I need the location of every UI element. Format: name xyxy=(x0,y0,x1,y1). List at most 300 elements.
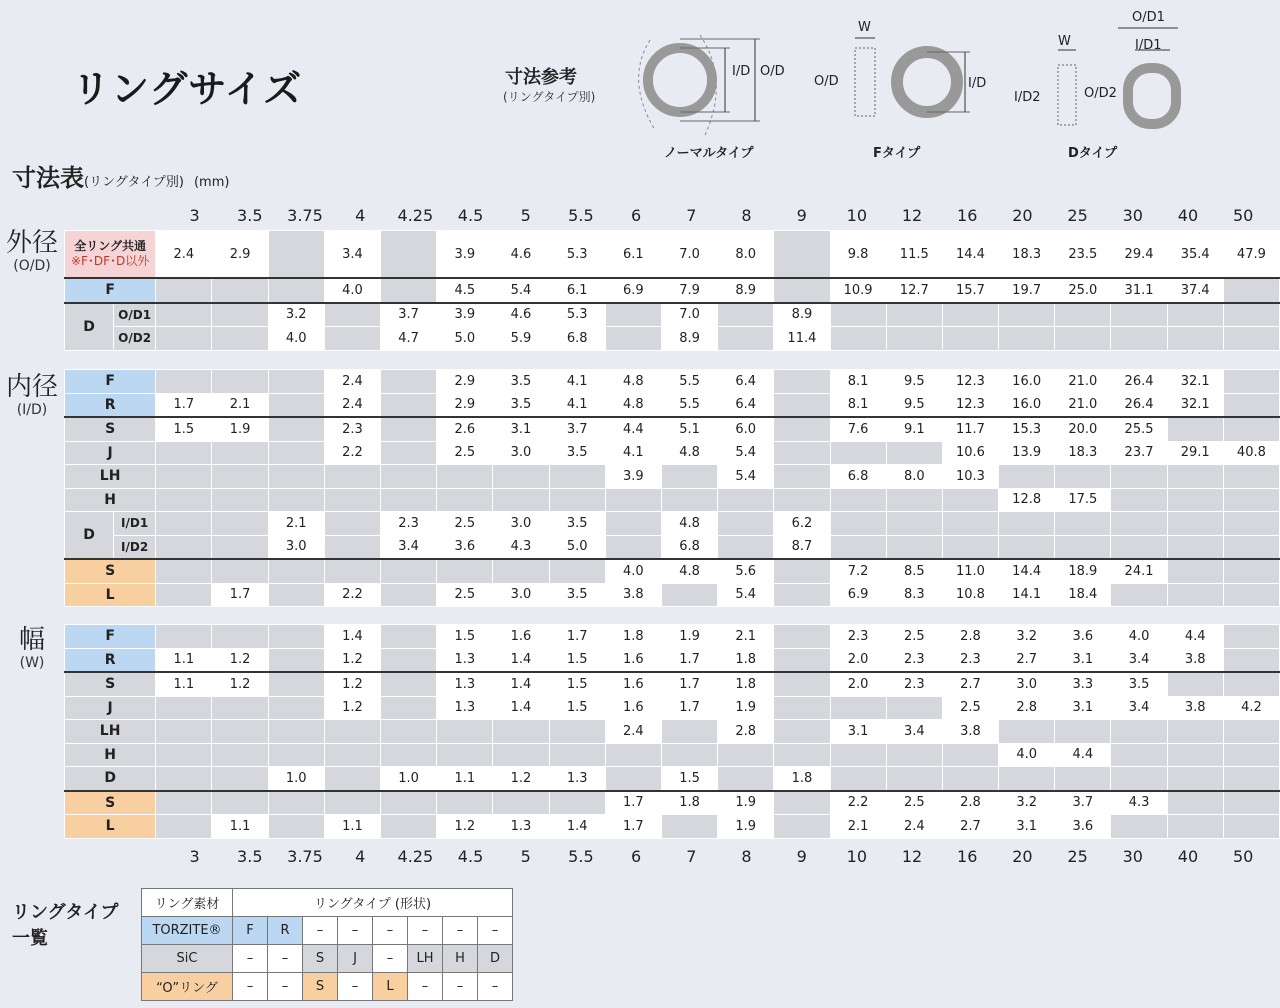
d-type-label: Dタイプ xyxy=(1068,146,1118,161)
value-cell xyxy=(156,767,212,791)
value-cell: 10.3 xyxy=(942,465,998,489)
value-cell xyxy=(268,720,324,744)
value-cell: 1.9 xyxy=(718,815,774,839)
value-cell xyxy=(1223,278,1279,303)
value-cell xyxy=(493,791,549,815)
value-cell xyxy=(774,696,830,720)
value-cell xyxy=(156,465,212,489)
value-cell: 1.0 xyxy=(268,767,324,791)
value-cell xyxy=(493,559,549,583)
normal-id-label: I/D xyxy=(732,64,751,79)
value-cell xyxy=(1223,672,1279,696)
value-cell xyxy=(268,672,324,696)
value-cell: 1.7 xyxy=(661,672,717,696)
table-row xyxy=(142,973,513,1001)
value-cell xyxy=(886,303,942,327)
types-label-2: 一覧 xyxy=(12,928,48,949)
row-label: D xyxy=(65,303,114,351)
value-cell xyxy=(1167,791,1223,815)
value-cell xyxy=(1111,767,1167,791)
value-cell xyxy=(324,512,380,536)
d-id2-label: I/D2 xyxy=(1014,90,1041,105)
value-cell: 1.4 xyxy=(324,625,380,649)
column-header: 3.5 xyxy=(237,847,263,866)
value-cell xyxy=(1111,465,1167,489)
value-cell: 10.9 xyxy=(830,278,886,303)
value-cell: 1.7 xyxy=(212,583,268,607)
value-cell: 16.0 xyxy=(999,370,1055,394)
value-cell: 3.1 xyxy=(1055,696,1111,720)
type-cell: – xyxy=(373,945,408,973)
f-id-label: I/D xyxy=(968,76,987,91)
value-cell: 1.0 xyxy=(381,767,437,791)
value-cell xyxy=(1055,303,1111,327)
value-cell xyxy=(999,767,1055,791)
column-header: 7 xyxy=(686,206,697,225)
table-row xyxy=(65,370,1280,394)
value-cell: 5.0 xyxy=(437,327,493,351)
column-header: 4.25 xyxy=(397,847,434,866)
row-label: L xyxy=(65,815,156,839)
value-cell: 32.1 xyxy=(1167,370,1223,394)
value-cell xyxy=(942,535,998,559)
value-cell: 29.4 xyxy=(1111,231,1167,279)
value-cell xyxy=(1167,535,1223,559)
value-cell: 4.0 xyxy=(999,743,1055,767)
value-cell: 5.0 xyxy=(549,535,605,559)
value-cell: 1.6 xyxy=(493,625,549,649)
value-cell: 3.0 xyxy=(493,441,549,465)
value-cell: 26.4 xyxy=(1111,370,1167,394)
value-cell: 25.0 xyxy=(1055,278,1111,303)
value-cell: 8.3 xyxy=(886,583,942,607)
value-cell: 1.1 xyxy=(437,767,493,791)
value-cell: 5.3 xyxy=(549,231,605,279)
type-cell: – xyxy=(303,917,338,945)
value-cell: 1.7 xyxy=(605,815,661,839)
value-cell: 1.7 xyxy=(661,648,717,672)
value-cell xyxy=(268,417,324,441)
value-cell: 2.8 xyxy=(718,720,774,744)
value-cell: 1.7 xyxy=(661,696,717,720)
value-cell xyxy=(212,327,268,351)
column-header: 50 xyxy=(1232,847,1254,866)
value-cell: 5.9 xyxy=(493,327,549,351)
column-header: 3.75 xyxy=(287,206,323,225)
type-cell: J xyxy=(338,945,373,973)
value-cell: 5.6 xyxy=(718,559,774,583)
column-header: 25 xyxy=(1067,206,1088,225)
value-cell xyxy=(718,327,774,351)
value-cell xyxy=(886,512,942,536)
value-cell: 2.0 xyxy=(830,648,886,672)
value-cell xyxy=(381,583,437,607)
value-cell xyxy=(942,767,998,791)
value-cell xyxy=(661,488,717,512)
value-cell xyxy=(1223,488,1279,512)
table-row xyxy=(142,945,513,973)
value-cell xyxy=(212,370,268,394)
value-cell xyxy=(268,743,324,767)
value-cell: 37.4 xyxy=(1167,278,1223,303)
value-cell: 4.4 xyxy=(1167,625,1223,649)
id-sub: (I/D) xyxy=(16,402,48,418)
value-cell xyxy=(718,512,774,536)
column-header: 30 xyxy=(1122,206,1143,225)
value-cell xyxy=(661,720,717,744)
value-cell: 3.8 xyxy=(1167,696,1223,720)
value-cell: 1.8 xyxy=(718,648,774,672)
value-cell xyxy=(605,303,661,327)
table-title xyxy=(12,158,229,193)
value-cell xyxy=(774,672,830,696)
column-header: 5 xyxy=(520,206,531,225)
od-sub: (O/D) xyxy=(13,258,51,274)
value-cell: 1.4 xyxy=(493,696,549,720)
value-cell: 4.2 xyxy=(1223,696,1279,720)
value-cell: 1.5 xyxy=(549,696,605,720)
value-cell xyxy=(942,327,998,351)
value-cell xyxy=(437,743,493,767)
column-header: 7 xyxy=(686,847,697,866)
value-cell xyxy=(268,559,324,583)
value-cell xyxy=(268,370,324,394)
w-table xyxy=(64,624,1280,839)
value-cell: 2.5 xyxy=(437,583,493,607)
table-row xyxy=(65,743,1280,767)
value-cell: 6.8 xyxy=(549,327,605,351)
type-cell: – xyxy=(233,945,268,973)
types-table xyxy=(141,888,513,1001)
value-cell: 1.6 xyxy=(605,672,661,696)
column-header: 3 xyxy=(189,847,200,866)
value-cell xyxy=(1167,559,1223,583)
type-cell: – xyxy=(373,917,408,945)
value-cell: 3.7 xyxy=(549,417,605,441)
value-cell xyxy=(549,791,605,815)
column-header: 16 xyxy=(957,206,978,225)
value-cell: 1.7 xyxy=(605,791,661,815)
value-cell xyxy=(549,465,605,489)
value-cell: 4.8 xyxy=(661,559,717,583)
column-header: 3 xyxy=(189,206,200,225)
value-cell: 1.2 xyxy=(437,815,493,839)
value-cell xyxy=(212,696,268,720)
value-cell: 8.9 xyxy=(661,327,717,351)
value-cell xyxy=(718,535,774,559)
value-cell xyxy=(268,393,324,417)
value-cell xyxy=(268,441,324,465)
value-cell: 1.8 xyxy=(774,767,830,791)
value-cell xyxy=(156,535,212,559)
value-cell xyxy=(774,393,830,417)
value-cell: 5.5 xyxy=(661,370,717,394)
row-label: L xyxy=(65,583,156,607)
value-cell xyxy=(1167,583,1223,607)
value-cell: 1.9 xyxy=(718,791,774,815)
value-cell: 4.8 xyxy=(661,441,717,465)
row-label: H xyxy=(65,743,156,767)
value-cell xyxy=(212,791,268,815)
material-cell: SiC xyxy=(142,945,233,973)
sub-label: O/D1 xyxy=(114,303,156,327)
value-cell xyxy=(493,743,549,767)
value-cell: 12.3 xyxy=(942,393,998,417)
value-cell xyxy=(324,767,380,791)
value-cell xyxy=(381,417,437,441)
value-cell: 4.3 xyxy=(1111,791,1167,815)
value-cell xyxy=(1223,393,1279,417)
value-cell: 2.1 xyxy=(268,512,324,536)
type-cell: – xyxy=(443,973,478,1001)
column-header-bottom xyxy=(167,847,1271,866)
column-header: 10 xyxy=(846,206,868,225)
value-cell xyxy=(549,488,605,512)
column-header: 6 xyxy=(631,206,642,225)
value-cell xyxy=(942,512,998,536)
value-cell: 4.7 xyxy=(381,327,437,351)
value-cell: 4.8 xyxy=(605,393,661,417)
value-cell xyxy=(1111,815,1167,839)
column-header: 9 xyxy=(796,847,807,866)
value-cell: 1.5 xyxy=(156,417,212,441)
value-cell: 2.9 xyxy=(212,231,268,279)
value-cell: 3.5 xyxy=(549,441,605,465)
value-cell: 2.3 xyxy=(886,648,942,672)
value-cell: 5.5 xyxy=(661,393,717,417)
value-cell: 1.2 xyxy=(212,648,268,672)
value-cell: 6.1 xyxy=(605,231,661,279)
value-cell: 9.1 xyxy=(886,417,942,441)
value-cell xyxy=(324,559,380,583)
value-cell: 15.7 xyxy=(942,278,998,303)
value-cell xyxy=(999,303,1055,327)
value-cell: 12.3 xyxy=(942,370,998,394)
value-cell: 1.2 xyxy=(493,767,549,791)
value-cell xyxy=(1111,512,1167,536)
value-cell: 1.4 xyxy=(493,648,549,672)
value-cell xyxy=(381,393,437,417)
value-cell: 2.1 xyxy=(830,815,886,839)
value-cell xyxy=(774,648,830,672)
column-header: 8 xyxy=(741,206,752,225)
value-cell: 2.7 xyxy=(942,672,998,696)
value-cell: 5.4 xyxy=(718,441,774,465)
value-cell xyxy=(830,441,886,465)
value-cell xyxy=(1111,583,1167,607)
value-cell: 11.5 xyxy=(886,231,942,279)
value-cell: 14.4 xyxy=(999,559,1055,583)
value-cell: 1.7 xyxy=(156,393,212,417)
column-header: 20 xyxy=(1012,206,1033,225)
table-row xyxy=(65,648,1280,672)
value-cell: 2.7 xyxy=(999,648,1055,672)
value-cell xyxy=(1055,465,1111,489)
column-header: 12 xyxy=(901,847,923,866)
value-cell: 1.1 xyxy=(156,648,212,672)
table-row xyxy=(65,441,1280,465)
value-cell: 16.0 xyxy=(999,393,1055,417)
value-cell: 9.5 xyxy=(886,370,942,394)
value-cell: 1.9 xyxy=(718,696,774,720)
value-cell: 5.4 xyxy=(718,465,774,489)
value-cell: 6.9 xyxy=(605,278,661,303)
value-cell xyxy=(156,512,212,536)
value-cell: 21.0 xyxy=(1055,393,1111,417)
table-row xyxy=(65,231,1280,279)
value-cell: 1.5 xyxy=(661,767,717,791)
type-cell: S xyxy=(303,945,338,973)
normal-type-label: ノーマルタイプ xyxy=(664,146,754,161)
value-cell: 23.5 xyxy=(1055,231,1111,279)
table-title-text: 寸法表 xyxy=(12,164,84,192)
value-cell: 2.2 xyxy=(324,583,380,607)
value-cell: 8.5 xyxy=(886,559,942,583)
value-cell xyxy=(493,488,549,512)
value-cell xyxy=(999,327,1055,351)
value-cell xyxy=(324,465,380,489)
type-cell: L xyxy=(373,973,408,1001)
value-cell: 4.8 xyxy=(605,370,661,394)
value-cell: 4.0 xyxy=(268,327,324,351)
value-cell xyxy=(437,791,493,815)
value-cell xyxy=(774,465,830,489)
reference-title: 寸法参考 xyxy=(505,67,577,88)
value-cell: 3.4 xyxy=(1111,648,1167,672)
value-cell: 3.5 xyxy=(1111,672,1167,696)
value-cell: 31.1 xyxy=(1111,278,1167,303)
value-cell: 8.1 xyxy=(830,370,886,394)
d-od1-label: O/D1 xyxy=(1132,10,1165,25)
value-cell xyxy=(324,743,380,767)
value-cell xyxy=(212,559,268,583)
material-cell: TORZITE® xyxy=(142,917,233,945)
value-cell xyxy=(212,465,268,489)
value-cell xyxy=(381,815,437,839)
value-cell: 4.8 xyxy=(661,512,717,536)
value-cell xyxy=(1167,720,1223,744)
value-cell xyxy=(830,696,886,720)
value-cell: 2.5 xyxy=(942,696,998,720)
types-label-1: リングタイプ xyxy=(12,902,119,923)
value-cell: 1.4 xyxy=(549,815,605,839)
value-cell: 1.7 xyxy=(549,625,605,649)
value-cell: 10.6 xyxy=(942,441,998,465)
value-cell: 1.3 xyxy=(549,767,605,791)
value-cell xyxy=(156,559,212,583)
value-cell: 20.0 xyxy=(1055,417,1111,441)
value-cell xyxy=(381,559,437,583)
value-cell: 1.1 xyxy=(212,815,268,839)
value-cell xyxy=(212,625,268,649)
value-cell xyxy=(268,696,324,720)
value-cell: 6.9 xyxy=(830,583,886,607)
value-cell xyxy=(1223,583,1279,607)
value-cell: 3.8 xyxy=(942,720,998,744)
value-cell: 21.0 xyxy=(1055,370,1111,394)
type-cell: – xyxy=(338,917,373,945)
d-od2-label: O/D2 xyxy=(1084,86,1117,101)
column-header-top xyxy=(167,206,1271,225)
value-cell xyxy=(999,465,1055,489)
value-cell xyxy=(1223,327,1279,351)
id-big: 内径 xyxy=(6,372,59,402)
row-label: S xyxy=(65,559,156,583)
value-cell xyxy=(212,535,268,559)
f-w-label: W xyxy=(858,20,871,35)
value-cell xyxy=(1223,815,1279,839)
column-header: 12 xyxy=(901,206,923,225)
value-cell: 3.5 xyxy=(549,583,605,607)
value-cell: 3.4 xyxy=(886,720,942,744)
value-cell: 3.6 xyxy=(437,535,493,559)
row-label: F xyxy=(65,370,156,394)
value-cell: 47.9 xyxy=(1223,231,1279,279)
value-cell: 4.0 xyxy=(324,278,380,303)
value-cell: 3.2 xyxy=(999,625,1055,649)
value-cell xyxy=(605,327,661,351)
value-cell xyxy=(268,488,324,512)
column-header: 25 xyxy=(1067,847,1088,866)
value-cell: 2.3 xyxy=(830,625,886,649)
value-cell: 12.8 xyxy=(999,488,1055,512)
value-cell xyxy=(774,441,830,465)
value-cell: 2.4 xyxy=(886,815,942,839)
value-cell xyxy=(1111,743,1167,767)
value-cell xyxy=(1111,720,1167,744)
value-cell xyxy=(381,488,437,512)
value-cell xyxy=(156,441,212,465)
value-cell xyxy=(549,559,605,583)
table-row xyxy=(65,535,1280,559)
sub-label: I/D2 xyxy=(114,535,156,559)
value-cell: 2.1 xyxy=(212,393,268,417)
value-cell: 3.4 xyxy=(1111,696,1167,720)
value-cell: 2.4 xyxy=(324,370,380,394)
value-cell: 1.5 xyxy=(549,648,605,672)
value-cell xyxy=(605,535,661,559)
value-cell: 7.6 xyxy=(830,417,886,441)
row-label: LH xyxy=(65,465,156,489)
value-cell: 11.0 xyxy=(942,559,998,583)
value-cell xyxy=(774,231,830,279)
sub-label: O/D2 xyxy=(114,327,156,351)
value-cell: 5.1 xyxy=(661,417,717,441)
value-cell: 4.4 xyxy=(1055,743,1111,767)
value-cell: 1.5 xyxy=(549,672,605,696)
value-cell xyxy=(381,648,437,672)
value-cell xyxy=(1223,625,1279,649)
value-cell xyxy=(381,465,437,489)
value-cell xyxy=(1111,327,1167,351)
value-cell xyxy=(605,512,661,536)
value-cell: 3.6 xyxy=(1055,625,1111,649)
value-cell xyxy=(324,303,380,327)
value-cell: 1.3 xyxy=(493,815,549,839)
column-header: 40 xyxy=(1177,847,1199,866)
column-header: 40 xyxy=(1177,206,1199,225)
row-label: J xyxy=(65,696,156,720)
value-cell: 4.1 xyxy=(549,393,605,417)
od-table xyxy=(64,230,1280,351)
value-cell xyxy=(1167,743,1223,767)
value-cell xyxy=(1223,303,1279,327)
value-cell xyxy=(718,303,774,327)
od-big: 外径 xyxy=(6,228,59,258)
table-row xyxy=(65,488,1280,512)
value-cell: 6.4 xyxy=(718,393,774,417)
value-cell xyxy=(830,488,886,512)
